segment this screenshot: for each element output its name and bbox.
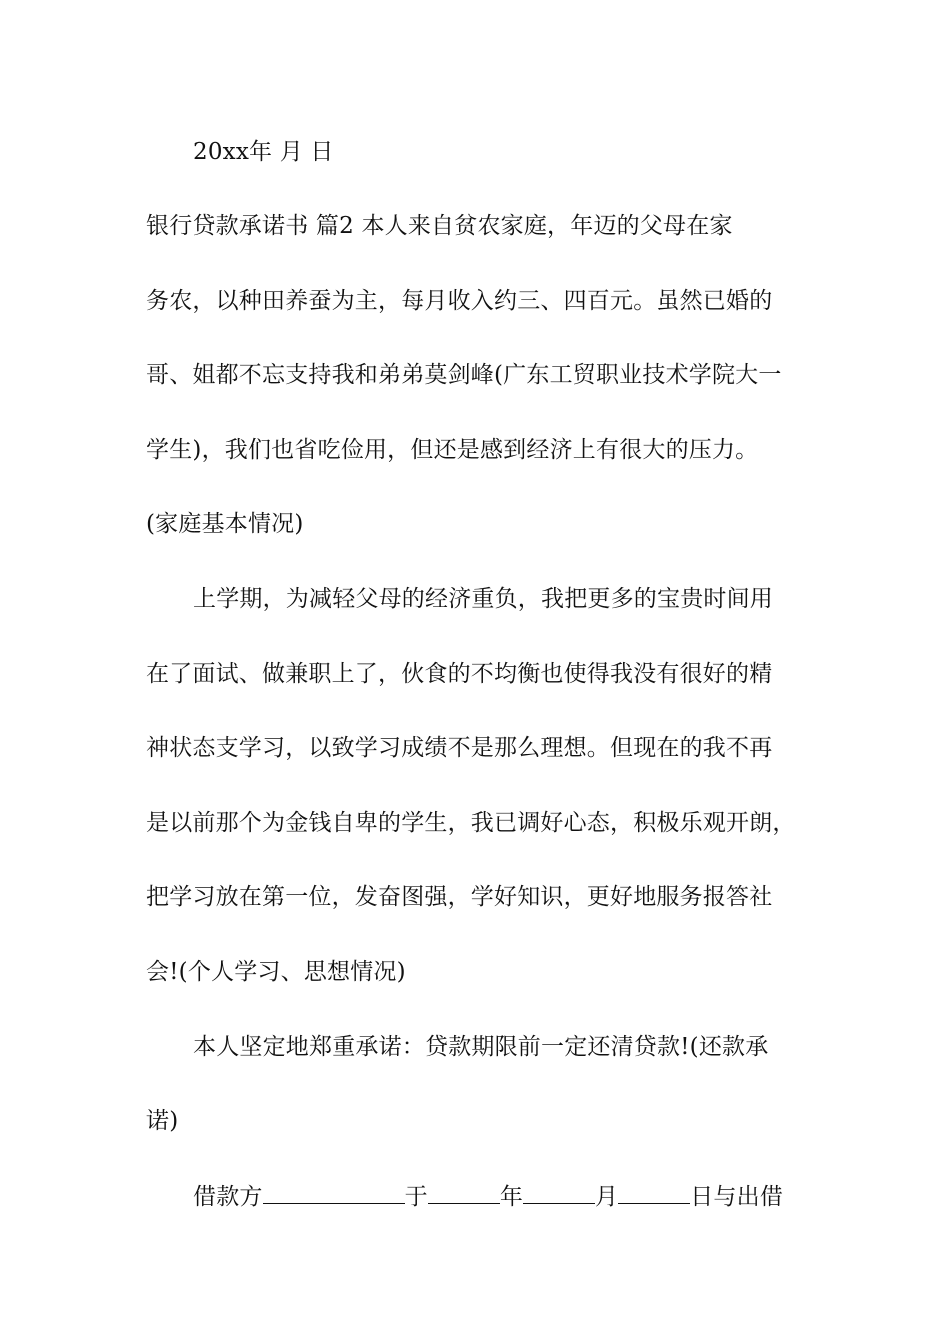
blank-line-year (428, 1181, 500, 1204)
paragraph-line: 学生)，我们也省吃俭用，但还是感到经济上有很大的压力。 (146, 437, 759, 463)
paragraph-line: 上学期，为减轻父母的经济重负，我把更多的宝贵时间用 (193, 586, 773, 612)
loan-text-day-lender: 日与出借 (690, 1184, 784, 1210)
paragraph-line: 银行贷款承诺书 篇2 本人来自贫农家庭，年迈的父母在家 (146, 213, 733, 239)
paragraph-line: 在了面试、做兼职上了，伙食的不均衡也使得我没有很好的精 (146, 661, 773, 687)
paragraph-line: 哥、姐都不忘支持我和弟弟莫剑峰(广东工贸职业技术学院大一 (146, 362, 782, 388)
blank-line-month (523, 1181, 595, 1204)
paragraph-line: 诺) (146, 1108, 179, 1134)
paragraph-line: 本人坚定地郑重承诺：贷款期限前一定还清贷款!(还款承 (193, 1034, 769, 1060)
loan-text-on: 于 (404, 1184, 428, 1210)
loan-text-borrower: 借款方 (193, 1184, 263, 1210)
loan-text-month: 月 (595, 1184, 619, 1210)
paragraph-line: 神状态支学习，以致学习成绩不是那么理想。但现在的我不再 (146, 735, 773, 761)
paragraph-line: 把学习放在第一位，发奋图强，学好知识，更好地服务报答社 (146, 884, 773, 910)
blank-line-day (618, 1181, 690, 1204)
blank-line-borrower (263, 1181, 405, 1204)
paragraph-line: (家庭基本情况) (146, 511, 304, 537)
loan-text-year: 年 (499, 1184, 524, 1210)
paragraph-line: 是以前那个为金钱自卑的学生，我已调好心态，积极乐观开朗， (146, 810, 796, 836)
date-line: 20xx年 月 日 (193, 139, 334, 165)
loan-agreement-line (193, 1181, 863, 1212)
paragraph-line: 务农，以种田养蚕为主，每月收入约三、四百元。虽然已婚的 (146, 288, 773, 314)
paragraph-line: 会!(个人学习、思想情况) (146, 959, 406, 985)
